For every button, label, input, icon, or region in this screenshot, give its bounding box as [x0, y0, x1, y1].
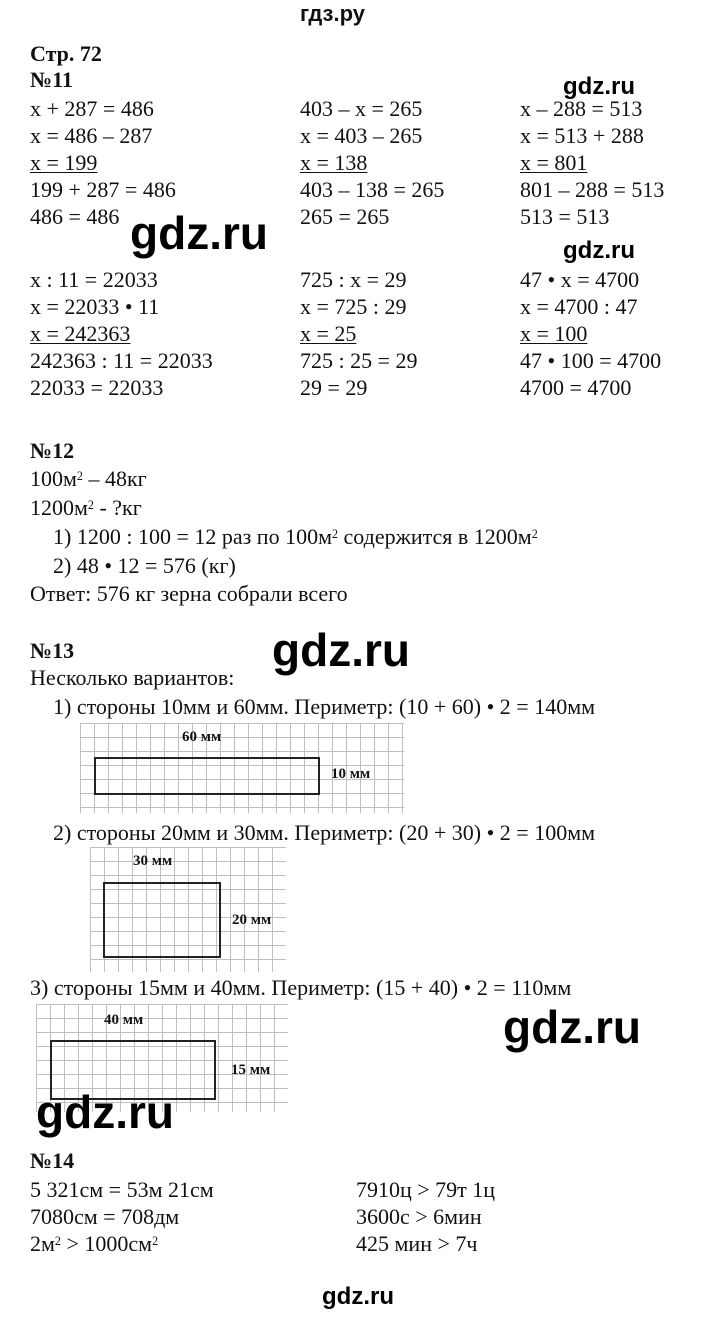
- comparison-line: 7910ц > 79т 1ц: [356, 1177, 496, 1202]
- solution-line: x = 199: [30, 150, 98, 175]
- check-line: 801 – 288 = 513: [520, 177, 665, 202]
- check-line: 47 • 100 = 4700: [520, 348, 662, 373]
- task-11-col6: [520, 266, 661, 401]
- rectangle-1: [94, 757, 320, 795]
- task-12-step-1: [53, 523, 538, 550]
- task-12-answer: Ответ: 576 кг зерна собрали всего: [30, 581, 348, 606]
- comparison-line: [30, 1230, 214, 1257]
- dimension-label-side: 10 мм: [331, 766, 371, 782]
- watermark: gdz.ru: [130, 207, 268, 259]
- task-14-left: [30, 1176, 214, 1257]
- check-line: 265 = 265: [300, 204, 390, 229]
- watermark: gdz.ru: [272, 624, 410, 676]
- dimension-label-side: 20 мм: [232, 912, 272, 928]
- variant-3-text: 3) стороны 15мм и 40мм. Периметр: (15 + 40) • 2 = 110мм: [30, 975, 572, 1000]
- equation-line: x = 725 : 29: [300, 294, 407, 319]
- dimension-label-side: 15 мм: [231, 1062, 271, 1078]
- text: 1200м: [30, 495, 88, 520]
- task-13-intro: Несколько вариантов:: [30, 665, 235, 690]
- equation-line: x + 287 = 486: [30, 96, 154, 121]
- dimension-label-top: 30 мм: [133, 853, 173, 869]
- superscript: 2: [87, 498, 94, 512]
- comparison-line: 5 321см = 53м 21см: [30, 1177, 214, 1202]
- comparison-line: 425 мин > 7ч: [356, 1231, 478, 1256]
- watermark: gdz.ru: [36, 1086, 174, 1138]
- check-line: 22033 = 22033: [30, 375, 164, 400]
- task-11-col2: [300, 95, 444, 230]
- check-line: 242363 : 11 = 22033: [30, 348, 213, 373]
- dimension-label-top: 60 мм: [182, 729, 222, 745]
- task-11-col4: [30, 266, 213, 401]
- task-11-col3: [520, 95, 664, 230]
- task-14-title: №14: [30, 1148, 75, 1173]
- watermark: gdz.ru: [563, 73, 635, 100]
- equation-line: x = 403 – 265: [300, 123, 423, 148]
- equation-line: 47 • x = 4700: [520, 267, 640, 292]
- solution-line: x = 138: [300, 150, 368, 175]
- equation-line: 403 – x = 265: [300, 96, 423, 121]
- variant-2-text: 2) стороны 20мм и 30мм. Периметр: (20 + 30) • 2 = 100мм: [53, 820, 596, 845]
- equation-line: x – 288 = 513: [520, 96, 643, 121]
- task-12-condition-2: [30, 494, 142, 521]
- solution-line: x = 801: [520, 150, 588, 175]
- task-12-step-2: 2) 48 • 12 = 576 (кг): [53, 553, 236, 578]
- task-11-title: №11: [30, 67, 73, 92]
- equation-line: x = 486 – 287: [30, 123, 153, 148]
- text: 1) 1200 : 100 = 12 раз по 100м: [53, 524, 332, 549]
- equation-line: x = 22033 • 11: [30, 294, 160, 319]
- task-13-title: №13: [30, 638, 75, 663]
- superscript: 2: [76, 469, 83, 483]
- text: содержится в 1200м: [338, 524, 532, 549]
- solution-line: x = 100: [520, 321, 588, 346]
- task-14-right: [356, 1176, 495, 1257]
- watermark: gdz.ru: [322, 1283, 394, 1310]
- text: 100м: [30, 466, 77, 491]
- text: 2м: [30, 1231, 55, 1256]
- site-header: гдз.ру: [300, 1, 365, 26]
- check-line: 513 = 513: [520, 204, 610, 229]
- task-11-col5: [300, 266, 418, 401]
- superscript: 2: [54, 1234, 61, 1248]
- check-line: 29 = 29: [300, 375, 368, 400]
- equation-line: 725 : x = 29: [300, 267, 407, 292]
- task-12-condition-1: [30, 465, 147, 492]
- watermark: gdz.ru: [503, 1001, 641, 1053]
- page-label: Стр. 72: [30, 41, 102, 66]
- task-12-title: №12: [30, 438, 75, 463]
- equation-line: x : 11 = 22033: [30, 267, 158, 292]
- dimension-label-top: 40 мм: [104, 1012, 144, 1028]
- text: – 48кг: [82, 466, 147, 491]
- text: > 1000см: [60, 1231, 153, 1256]
- superscript: 2: [332, 527, 339, 541]
- equation-line: x = 4700 : 47: [520, 294, 638, 319]
- check-line: 725 : 25 = 29: [300, 348, 418, 373]
- solution-line: x = 25: [300, 321, 357, 346]
- solution-line: x = 242363: [30, 321, 131, 346]
- check-line: 4700 = 4700: [520, 375, 632, 400]
- comparison-line: 3600с > 6мин: [356, 1204, 482, 1229]
- text: - ?кг: [93, 495, 142, 520]
- comparison-line: 7080см = 708дм: [30, 1204, 180, 1229]
- check-line: 486 = 486: [30, 204, 120, 229]
- watermark: gdz.ru: [563, 237, 635, 264]
- equation-line: x = 513 + 288: [520, 123, 644, 148]
- superscript: 2: [152, 1234, 159, 1248]
- check-line: 403 – 138 = 265: [300, 177, 445, 202]
- rectangle-2: [103, 882, 221, 958]
- check-line: 199 + 287 = 486: [30, 177, 176, 202]
- variant-1-text: 1) стороны 10мм и 60мм. Периметр: (10 + 60) • 2 = 140мм: [53, 694, 596, 719]
- superscript: 2: [531, 527, 538, 541]
